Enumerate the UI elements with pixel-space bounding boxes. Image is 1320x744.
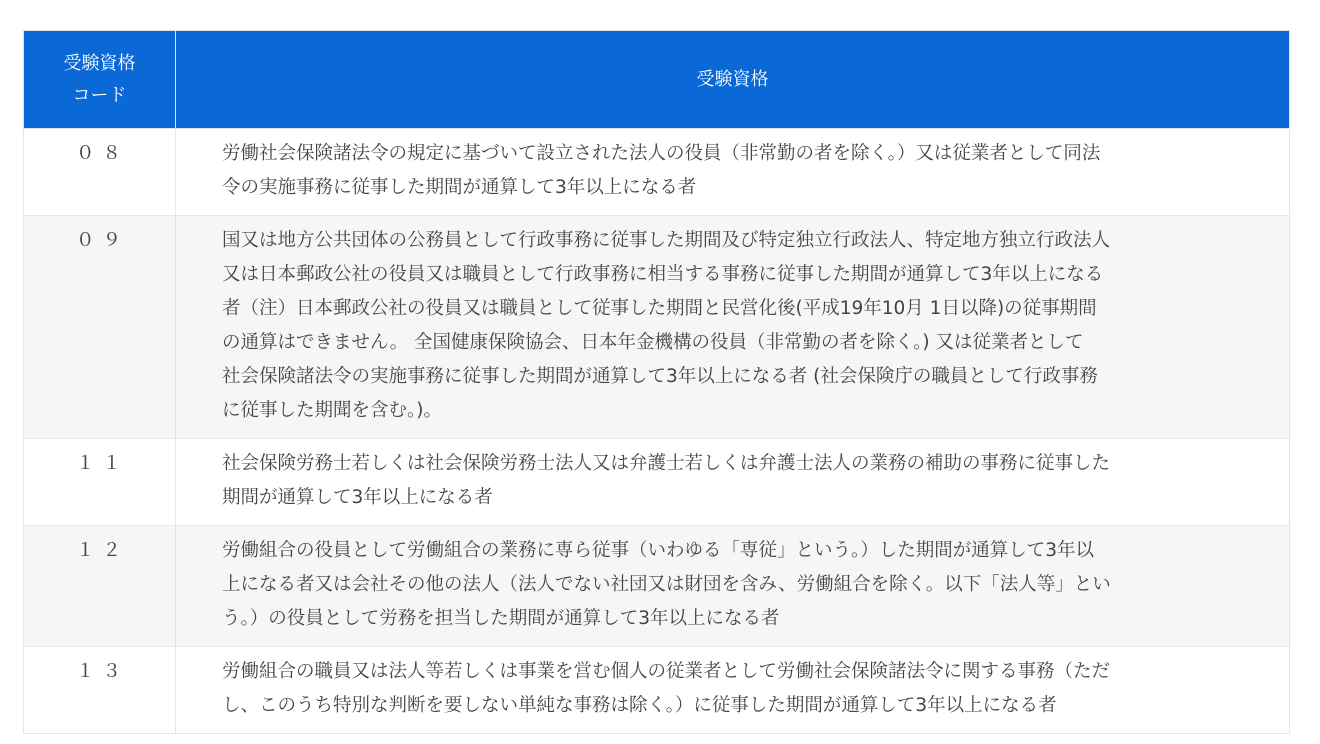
qualification-code: １２	[24, 526, 176, 647]
description-line: 又は日本郵政公社の役員又は職員として行政事務に相当する事務に従事した期間が通算して3年以上になる	[222, 264, 1104, 285]
qualification-description	[176, 216, 1290, 439]
header-code-line1: 受験資格	[63, 52, 136, 74]
header-code	[24, 31, 176, 129]
description-line: の通算はできません。 全国健康保険協会、日本年金機構の役員（非常勤の者を除く。) 又は従業者として	[222, 332, 1084, 353]
qualification-table	[23, 30, 1290, 734]
qualification-description	[176, 647, 1290, 734]
qualification-code: ０８	[24, 129, 176, 216]
description-line: 令の実施事務に従事した期間が通算して3年以上になる者	[222, 177, 697, 198]
table-row	[24, 216, 1290, 439]
description-line: 国又は地方公共団体の公務員として行政事務に従事した期間及び特定独立行政法人、特定地方独立行政法人	[222, 230, 1111, 251]
qualification-code: １１	[24, 439, 176, 526]
table-row	[24, 129, 1290, 216]
table-header-row	[24, 31, 1290, 129]
description-line: う。）の役員として労務を担当した期間が通算して3年以上になる者	[222, 608, 780, 629]
description-line: 労働組合の職員又は法人等若しくは事業を営む個人の従業者として労働社会保険諸法令に関する事務（ただ	[222, 661, 1111, 682]
qualification-description	[176, 439, 1290, 526]
qualification-code: ０９	[24, 216, 176, 439]
description-line: 労働組合の役員として労働組合の業務に専ら従事（いわゆる「専従」という。）した期間が通算して3年以	[222, 540, 1095, 561]
header-qualification: 受験資格	[176, 31, 1290, 129]
description-line: 社会保険諸法令の実施事務に従事した期間が通算して3年以上になる者 (社会保険庁の職員として行政事務	[222, 366, 1098, 387]
table-row	[24, 439, 1290, 526]
description-line: に従事した期聞を含む。)。	[222, 400, 442, 421]
qualification-description	[176, 526, 1290, 647]
description-line: し、このうち特別な判断を要しない単純な事務は除く。）に従事した期間が通算して3年以上になる者	[222, 695, 1057, 716]
description-line: 期間が通算して3年以上になる者	[222, 487, 493, 508]
description-line: 社会保険労務士若しくは社会保険労務士法人又は弁護士若しくは弁護士法人の業務の補助の事務に従事した	[222, 453, 1111, 474]
table-row	[24, 526, 1290, 647]
description-line: 労働社会保険諸法令の規定に基づいて設立された法人の役員（非常勤の者を除く。）又は従業者として同法	[222, 143, 1101, 164]
header-code-line2: コード	[72, 84, 127, 106]
description-line: 上になる者又は会社その他の法人（法人でない社団又は財団を含み、労働組合を除く。以下「法人等」とい	[222, 574, 1111, 595]
qualification-code: １３	[24, 647, 176, 734]
description-line: 者（注）日本郵政公社の役員又は職員として従事した期間と民営化後(平成19年10月 1日以降)の従事期間	[222, 298, 1097, 319]
table-row	[24, 647, 1290, 734]
qualification-description	[176, 129, 1290, 216]
